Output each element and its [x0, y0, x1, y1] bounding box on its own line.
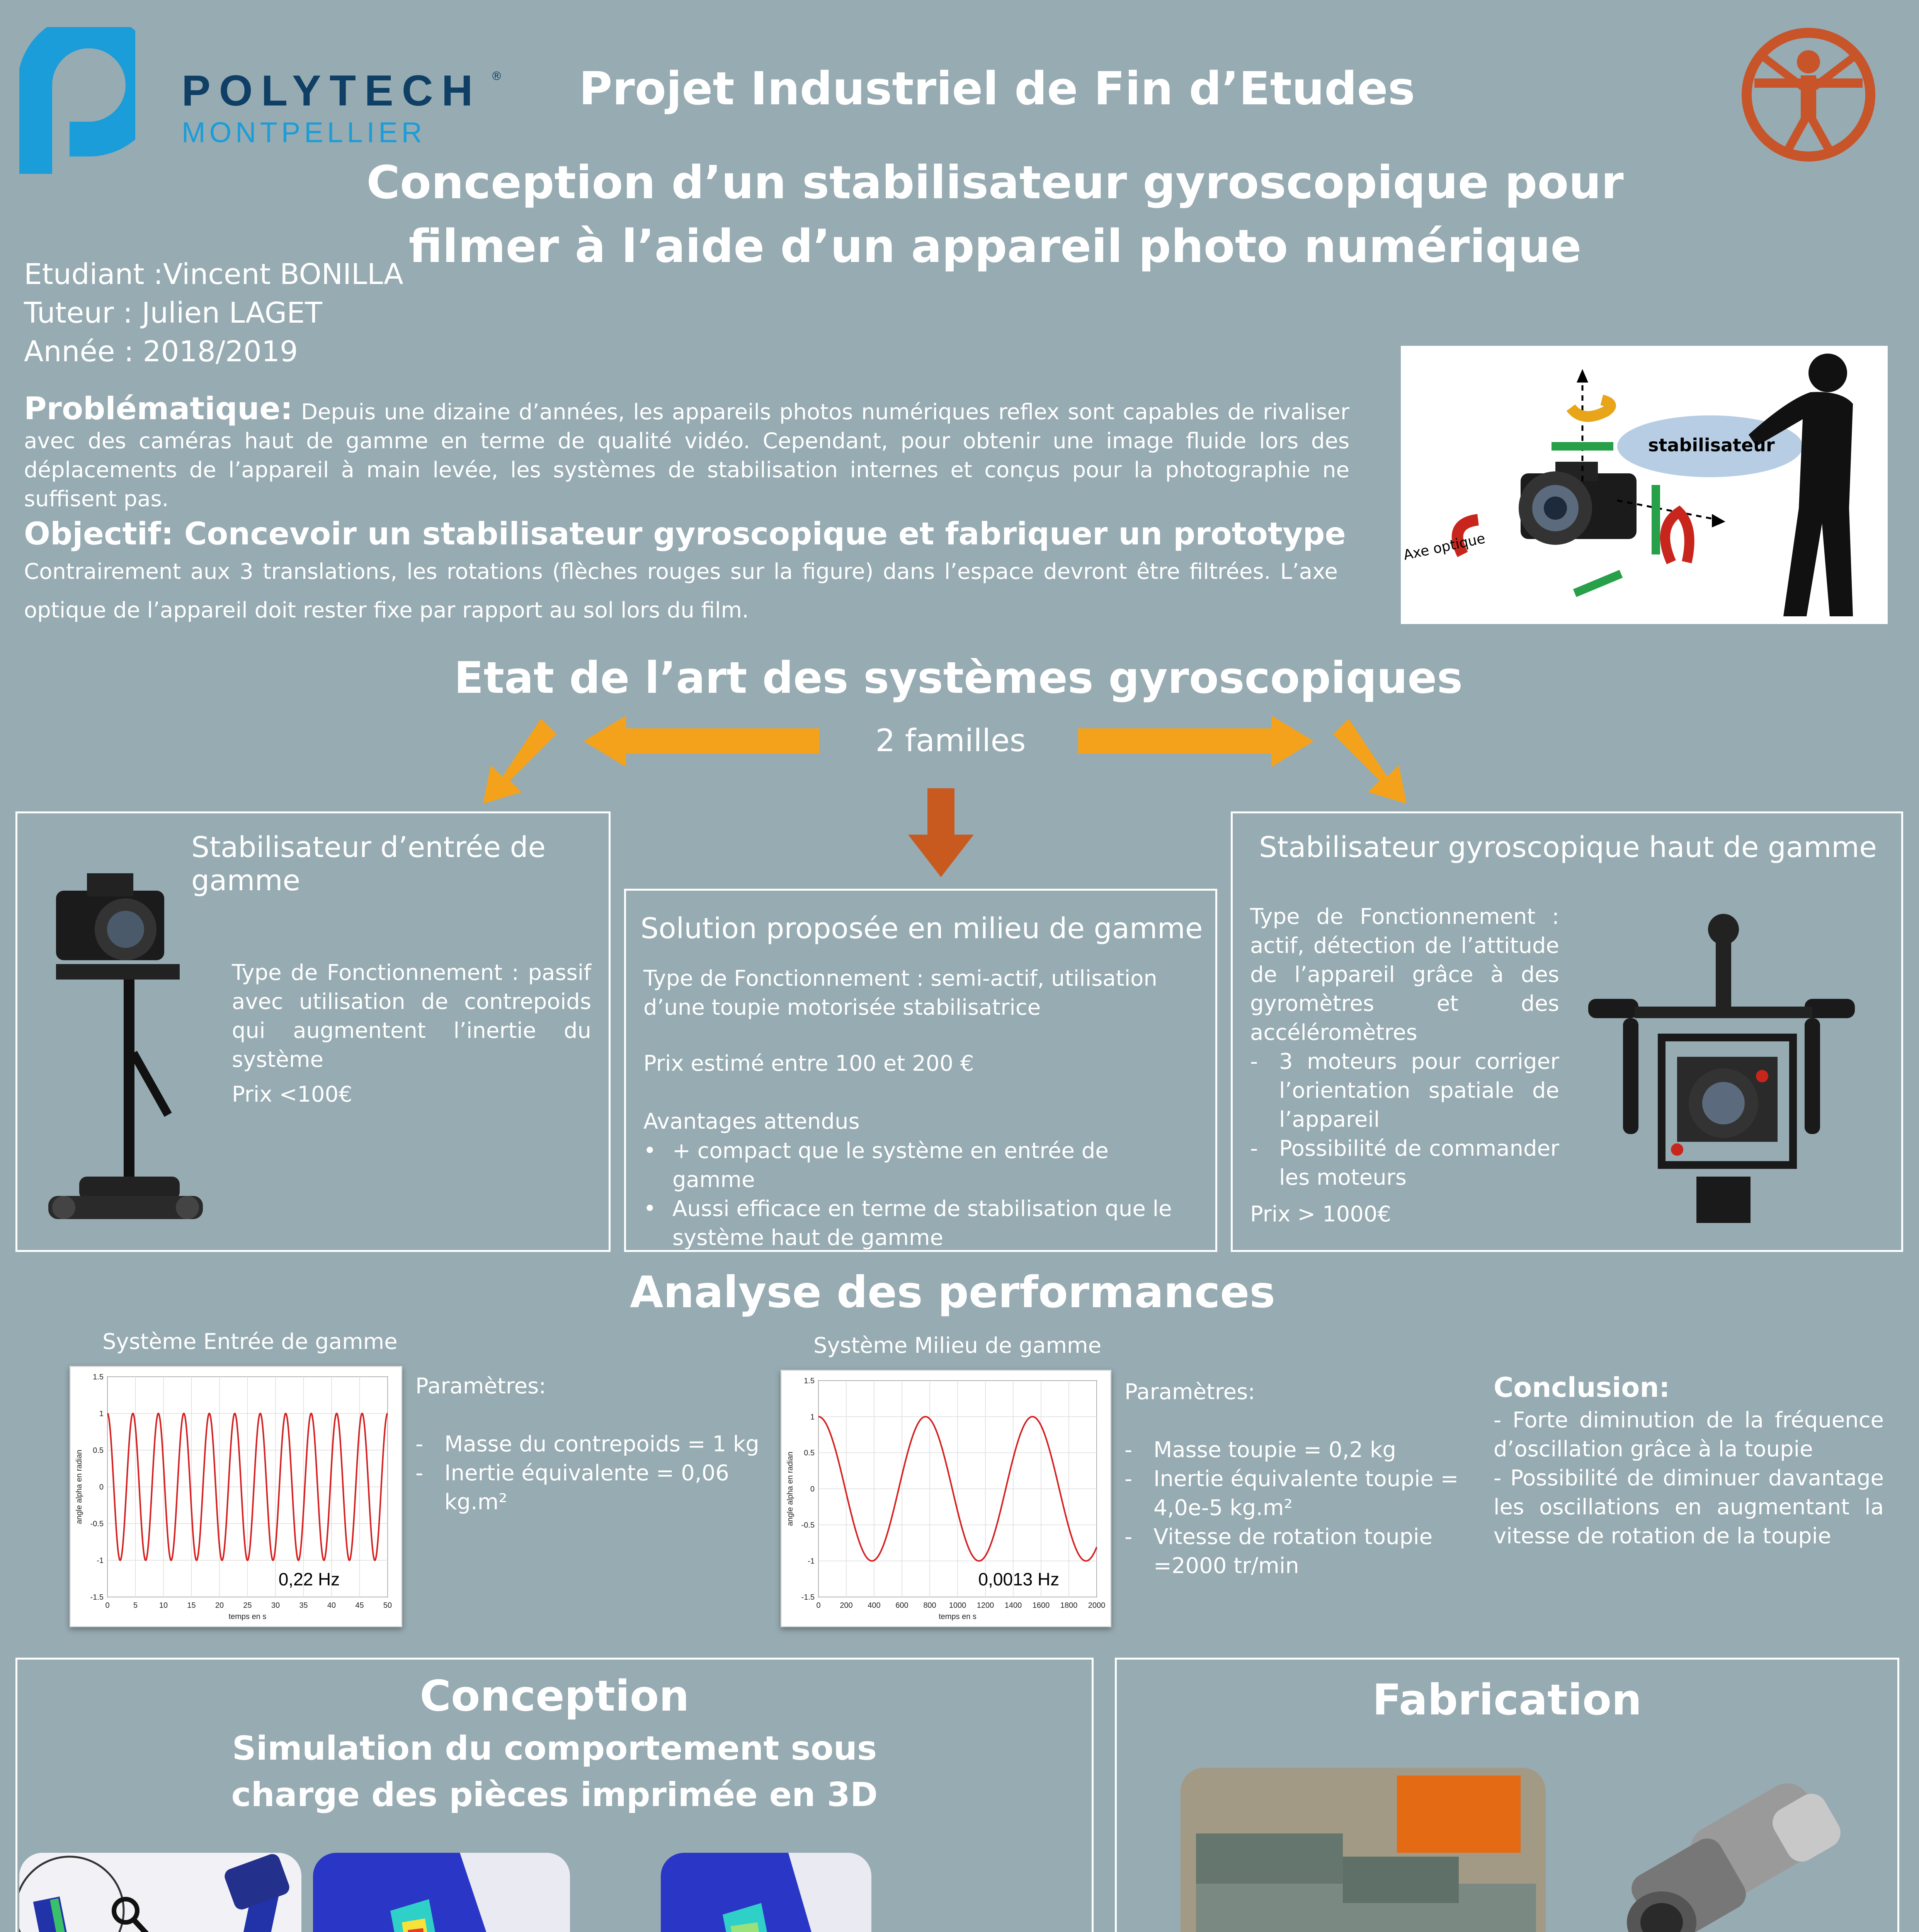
chart-entry [70, 1366, 402, 1627]
y-tick-label: 0.5 [804, 1449, 815, 1458]
x-tick-label: 1600 [1032, 1601, 1050, 1610]
families-label: 2 familles [875, 723, 1026, 759]
conclusion-text [1494, 1406, 1884, 1551]
high-price: Prix > 1000€ [1250, 1202, 1392, 1227]
x-tick-label: 30 [271, 1601, 280, 1610]
x-tick-label: 0 [105, 1601, 110, 1610]
frequency-annotation: 0,22 Hz [278, 1569, 340, 1589]
x-tick-label: 600 [895, 1601, 908, 1610]
conclusion-label: Conclusion: [1494, 1372, 1670, 1403]
x-tick-label: 10 [159, 1601, 168, 1610]
x-tick-label: 1000 [949, 1601, 966, 1610]
y-tick-label: 0 [99, 1483, 104, 1492]
fea-zoom-before [313, 1853, 570, 1932]
entry-param: - Masse du contrepoids = 1 kg [415, 1430, 763, 1459]
x-tick-label: 400 [868, 1601, 881, 1610]
entry-level-card [15, 811, 611, 1252]
logo-sub-text: MONTPELLIER [182, 116, 426, 148]
fabrication-title: Fabrication [1372, 1675, 1642, 1725]
y-tick-label: 1 [810, 1413, 815, 1422]
objective-label: Objectif: Concevoir un stabilisateur gyroscopique et fabriquer un prototype [24, 516, 1346, 552]
x-axis-label: temps en s [939, 1612, 977, 1621]
performance-title: Analyse des performances [629, 1267, 1276, 1318]
high-item: - 3 moteurs pour corriger l’orientation spatiale de l’appareil [1250, 1047, 1559, 1134]
frequency-annotation: 0,0013 Hz [978, 1569, 1060, 1589]
chart1-title: Système Entrée de gamme [102, 1329, 398, 1354]
y-tick-label: -1 [808, 1557, 815, 1566]
logo-main-text: POLYTECH [182, 66, 481, 115]
conception-title: Conception [420, 1671, 689, 1721]
entry-params-list [415, 1430, 763, 1517]
conclusion-line: - Forte diminution de la fréquence d’oscillation grâce à la toupie [1494, 1408, 1884, 1462]
x-axis-label: temps en s [228, 1612, 267, 1621]
magnifier-icon [114, 1899, 137, 1922]
objective-text: Contrairement aux 3 translations, les rotations (flèches rouges sur la figure) dans l’espace devront être filtrées. L’axe optique de l’appareil doit rester fixe par rapport au sol lors du film. [24, 559, 1338, 623]
logo-registered: ® [491, 70, 502, 83]
y-tick-label: 1 [99, 1410, 104, 1418]
stabilizer-diagram [1401, 346, 1888, 624]
fea-zoom-after [661, 1853, 871, 1932]
y-tick-label: -1 [97, 1556, 104, 1565]
x-tick-label: 1400 [1004, 1601, 1022, 1610]
x-tick-label: 1200 [977, 1601, 994, 1610]
mid-title: Solution proposée en milieu de gamme [640, 912, 1203, 945]
y-tick-label: 0 [810, 1485, 815, 1493]
chart-mid-svg [782, 1371, 1110, 1626]
student-name: Etudiant :Vincent BONILLA [24, 258, 403, 291]
high-end-card [1231, 811, 1903, 1252]
mid-adv-item: • + compact que le système en entrée de gamme [643, 1136, 1192, 1194]
x-tick-label: 40 [327, 1601, 336, 1610]
entry-param: - Inertie équivalente = 0,06 kg.m² [415, 1459, 763, 1517]
x-tick-label: 1800 [1060, 1601, 1078, 1610]
entry-title: Stabilisateur d’entrée de gamme [191, 831, 546, 897]
conception-section [15, 1658, 1094, 1932]
shaft-photo [1615, 1776, 1855, 1932]
x-tick-label: 200 [840, 1601, 853, 1610]
stabilizer-figure [1401, 346, 1888, 624]
conclusion-line: - Possibilité de diminuer davantage les oscillations en augmentant la vitesse de rotation de la toupie [1494, 1466, 1884, 1549]
y-tick-label: -1.5 [801, 1593, 815, 1602]
arrow-center-down [908, 788, 974, 877]
high-title: Stabilisateur gyroscopique haut de gamme [1259, 831, 1877, 864]
x-tick-label: 15 [187, 1601, 196, 1610]
x-tick-label: 800 [923, 1601, 936, 1610]
arrow-left-diagonal [483, 719, 556, 804]
arrow-right-horizontal [1078, 716, 1314, 767]
lathe-photo [1181, 1768, 1546, 1932]
high-items [1250, 1047, 1559, 1192]
chart-entry-svg [71, 1367, 401, 1626]
tutor-name: Tuteur : Julien LAGET [24, 296, 323, 330]
mid-param: - Vitesse de rotation toupie =2000 tr/min [1125, 1522, 1465, 1580]
high-text: Type de Fonctionnement : actif, détection de l’attitude de l’appareil grâce à des gyromètres et des accéléromètres [1250, 904, 1559, 1045]
x-tick-label: 35 [299, 1601, 308, 1610]
fabrication-section [1115, 1658, 1899, 1932]
problem-label: Problématique: [24, 391, 293, 427]
problem-text: Depuis une dizaine d’années, les appareils photos numériques reflex sont capables de rivaliser avec des caméras haut de gamme en terme de qualité vidéo. Cependant, pour obtenir une image fluide lors des déplacements de l’appareil à main levée, les systèmes de stabilisation internes et conçus pour la photographie ne suffisent pas. [24, 400, 1349, 512]
mid-adv-label: Avantages attendus [643, 1109, 860, 1134]
entry-text: Type de Fonctionnement : passif avec utilisation de contrepoids qui augmentent l’inertie du système [232, 960, 591, 1072]
mid-param: - Masse toupie = 0,2 kg [1125, 1435, 1465, 1464]
sim-title-2: charge des pièces imprimée en 3D [231, 1776, 878, 1814]
arrow-left-horizontal [584, 716, 819, 767]
mid-adv-list [643, 1136, 1192, 1252]
student-info [24, 255, 403, 371]
x-tick-label: 2000 [1088, 1601, 1106, 1610]
x-tick-label: 20 [215, 1601, 224, 1610]
x-tick-label: 5 [133, 1601, 138, 1610]
y-tick-label: -1.5 [90, 1593, 104, 1602]
x-tick-label: 50 [383, 1601, 392, 1610]
y-axis-label: angle alpha en radian [786, 1451, 794, 1526]
project-year: Année : 2018/2019 [24, 335, 298, 368]
mid-params-label: Paramètres: [1125, 1379, 1256, 1405]
sim-title-1: Simulation du comportement sous [232, 1729, 877, 1768]
problem-block [24, 391, 1349, 514]
x-tick-label: 45 [355, 1601, 364, 1610]
poster-kicker: Projet Industriel de Fin d’Etudes [579, 62, 1415, 115]
y-tick-label: 1.5 [804, 1377, 815, 1385]
vitruvian-logo [1739, 25, 1878, 164]
y-tick-label: 0.5 [93, 1446, 104, 1455]
poster-title-line1: Conception d’un stabilisateur gyroscopique pour [366, 156, 1624, 209]
axis-label: Axe optique [1402, 531, 1487, 563]
entry-price: Prix <100€ [232, 1082, 352, 1107]
mid-text: Type de Fonctionnement : semi-actif, utilisation d’une toupie motorisée stabilisatrice [643, 966, 1157, 1020]
fea-full-part [19, 1853, 301, 1932]
poster-title-line2: filmer à l’aide d’un appareil photo numérique [408, 219, 1582, 273]
gimbal-photo [1588, 910, 1866, 1231]
y-axis-label: angle alpha en radian [75, 1449, 83, 1524]
entry-stabilizer-photo [41, 837, 211, 1246]
chart-mid [781, 1370, 1111, 1627]
polytech-p-icon [19, 27, 135, 178]
mid-price: Prix estimé entre 100 et 200 € [643, 1051, 974, 1076]
x-tick-label: 0 [816, 1601, 821, 1610]
mid-params-list [1125, 1435, 1465, 1580]
x-tick-label: 25 [243, 1601, 252, 1610]
y-tick-label: 1.5 [93, 1373, 104, 1381]
state-of-art-title: Etat de l’art des systèmes gyroscopiques [454, 653, 1463, 703]
stabilizer-label: stabilisateur [1648, 435, 1775, 456]
y-tick-label: -0.5 [801, 1521, 815, 1530]
high-item: - Possibilité de commander les moteurs [1250, 1134, 1559, 1192]
chart2-title: Système Milieu de gamme [813, 1333, 1102, 1358]
mid-adv-item: • Aussi efficace en terme de stabilisation que le système haut de gamme [643, 1194, 1192, 1252]
mid-range-card [624, 889, 1217, 1252]
y-tick-label: -0.5 [90, 1520, 104, 1528]
mid-param: - Inertie équivalente toupie = 4,0e-5 kg.m² [1125, 1464, 1465, 1522]
improvement-arrow [582, 1930, 667, 1932]
entry-params-label: Paramètres: [415, 1374, 546, 1399]
arrow-right-diagonal [1333, 719, 1407, 804]
